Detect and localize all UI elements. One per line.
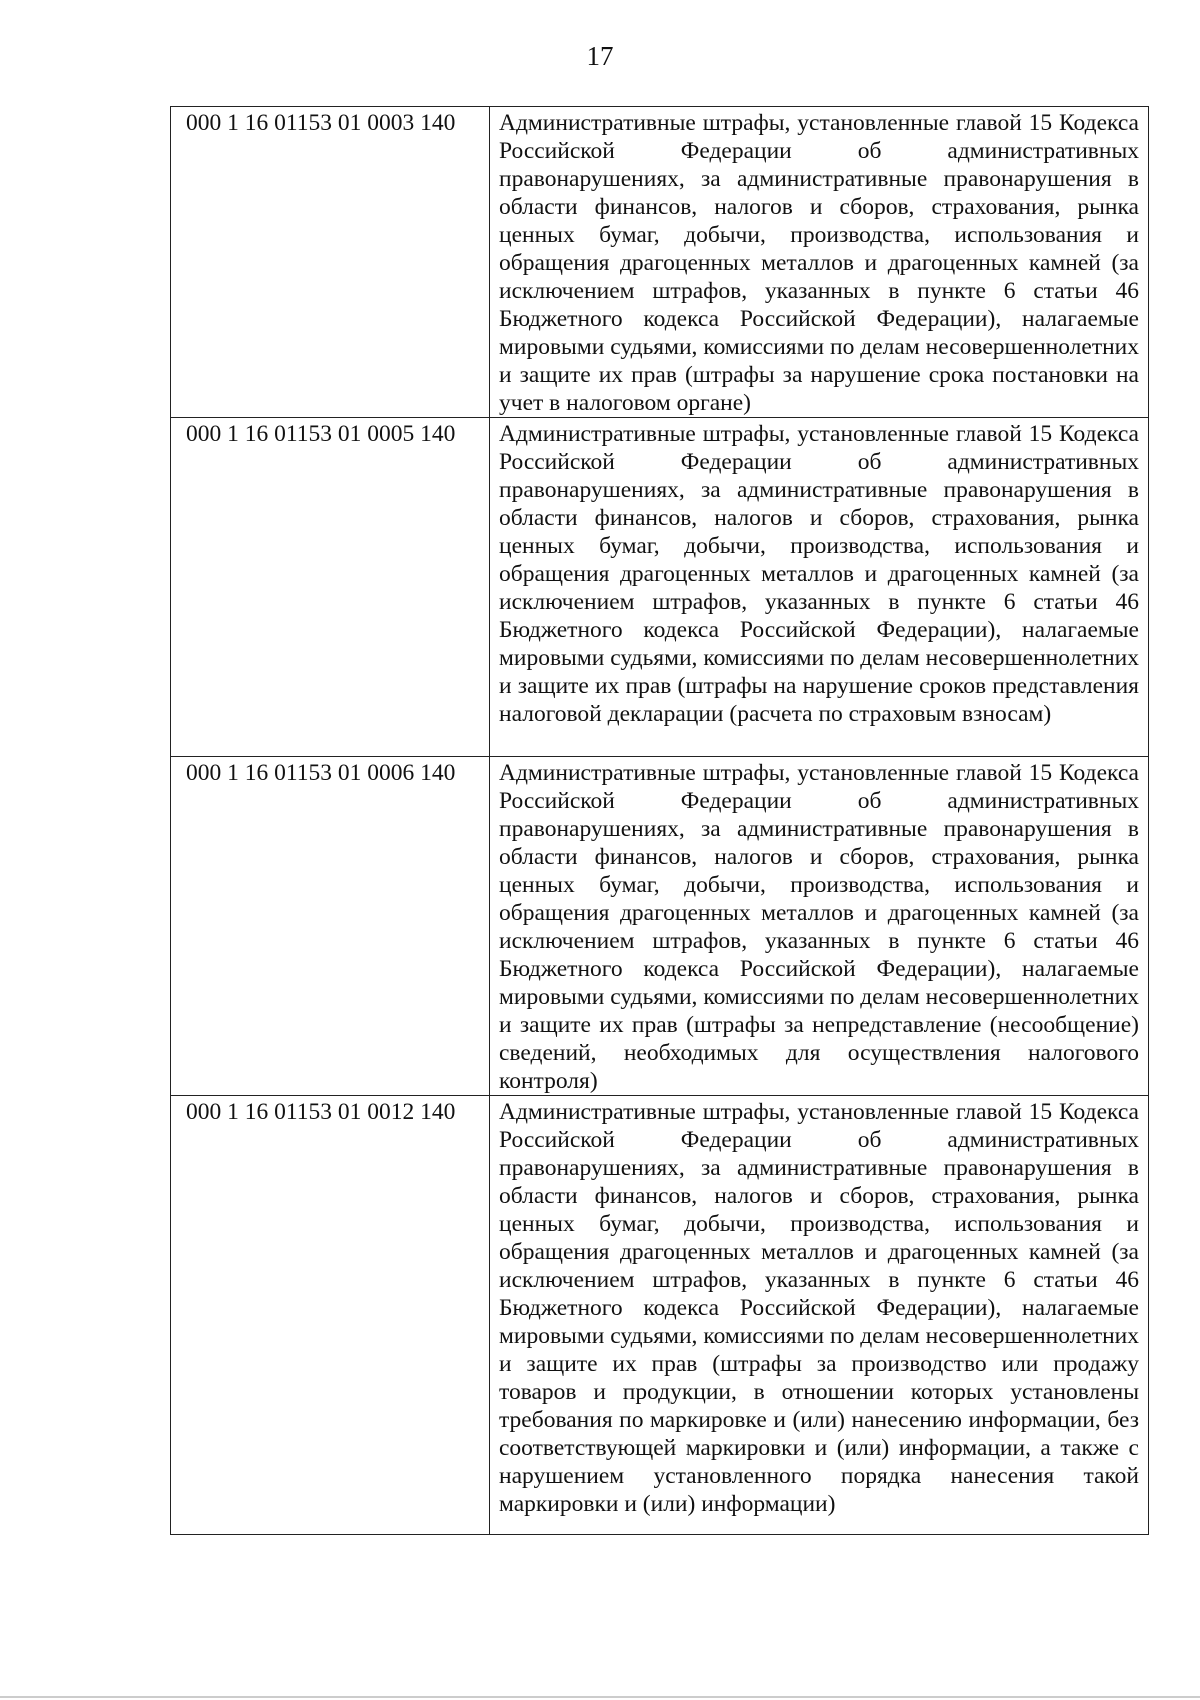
classification-code: 000 1 16 01153 01 0012 140 [171, 1096, 490, 1535]
table-row [171, 418, 1149, 757]
table-row [171, 1096, 1149, 1535]
classification-description: Административные штрафы, установленные главой 15 Кодекса Российской Федерации об административных правонарушениях, за административные правонарушения в области финансов, налогов и сборов, страхования, рынка ценных бумаг, добычи, производства, использования и обращения драгоценных металлов и драгоценных камней (за исключением штрафов, указанных в пункте 6 статьи 46 Бюджетного кодекса Российской Федерации), налагаемые мировыми судьями, комиссиями по делам несовершеннолетних и защите их прав (штрафы за непредставление (несообщение) сведений, необходимых для осуществления налогового контроля) [490, 757, 1149, 1096]
classification-description: Административные штрафы, установленные главой 15 Кодекса Российской Федерации об административных правонарушениях, за административные правонарушения в области финансов, налогов и сборов, страхования, рынка ценных бумаг, добычи, производства, использования и обращения драгоценных металлов и драгоценных камней (за исключением штрафов, указанных в пункте 6 статьи 46 Бюджетного кодекса Российской Федерации), налагаемые мировыми судьями, комиссиями по делам несовершеннолетних и защите их прав (штрафы на нарушение сроков представления налоговой декларации (расчета по страховым взносам) [490, 418, 1149, 757]
classification-description: Административные штрафы, установленные главой 15 Кодекса Российской Федерации об административных правонарушениях, за административные правонарушения в области финансов, налогов и сборов, страхования, рынка ценных бумаг, добычи, производства, использования и обращения драгоценных металлов и драгоценных камней (за исключением штрафов, указанных в пункте 6 статьи 46 Бюджетного кодекса Российской Федерации), налагаемые мировыми судьями, комиссиями по делам несовершеннолетних и защите их прав (штрафы за производство или продажу товаров и продукции, в отношении которых установлены требования по маркировке и (или) нанесению информации, без соответствующей маркировки и (или) информации, а также с нарушением установленного порядка нанесения такой маркировки и (или) информации) [490, 1096, 1149, 1535]
table-row [171, 757, 1149, 1096]
page-number: 17 [586, 41, 614, 71]
classification-code: 000 1 16 01153 01 0006 140 [171, 757, 490, 1096]
scan-bottom-edge [0, 1696, 1200, 1698]
classification-code: 000 1 16 01153 01 0003 140 [171, 107, 490, 418]
classification-description: Административные штрафы, установленные главой 15 Кодекса Российской Федерации об административных правонарушениях, за административные правонарушения в области финансов, налогов и сборов, страхования, рынка ценных бумаг, добычи, производства, использования и обращения драгоценных металлов и драгоценных камней (за исключением штрафов, указанных в пункте 6 статьи 46 Бюджетного кодекса Российской Федерации), налагаемые мировыми судьями, комиссиями по делам несовершеннолетних и защите их прав (штрафы за нарушение срока постановки на учет в налоговом органе) [490, 107, 1149, 418]
classification-code: 000 1 16 01153 01 0005 140 [171, 418, 490, 757]
table-row [171, 107, 1149, 418]
budget-classification-table [170, 106, 1149, 1535]
